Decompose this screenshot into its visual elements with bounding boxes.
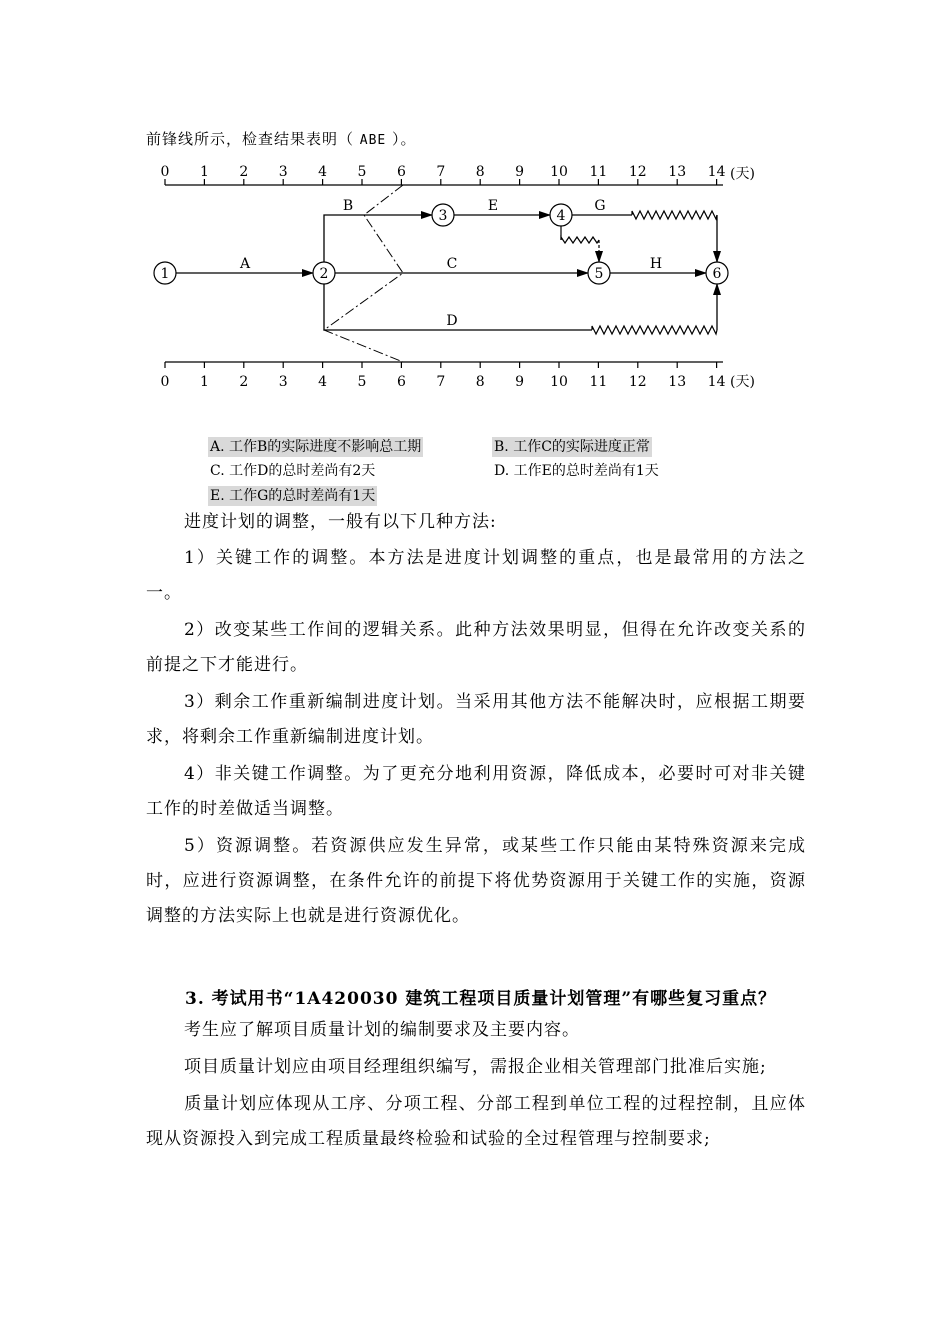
svg-text:2: 2 [319, 266, 329, 282]
activity-b-label: B [342, 198, 354, 214]
top-tick-label: 4 [318, 164, 328, 180]
svg-text:6: 6 [712, 266, 722, 282]
bottom-tick-marks [161, 362, 726, 390]
activity-c-label: C [446, 256, 458, 272]
bottom-tick-label: 10 [550, 374, 568, 390]
node-3 [432, 204, 454, 226]
bottom-tick-label: 1 [199, 374, 209, 390]
bottom-tick-label: 2 [239, 374, 249, 390]
bottom-tick-label: 0 [160, 374, 170, 390]
bottom-tick-label: 4 [318, 374, 328, 390]
answer-text: ABE [359, 133, 387, 148]
node-5 [588, 262, 610, 284]
network-diagram [0, 0, 950, 420]
svg-text:4: 4 [556, 208, 566, 224]
method-5: 5）资源调整。若资源供应发生异常，或某些工作只能由某特殊资源来完成时，应进行资源调整，在条件允许的前提下将优势资源用于关键工作的实施，资源调整的方法实际上也就是进行资源优化。 [146, 836, 806, 926]
activity-d-free-float-wave [592, 326, 717, 334]
node-4 [550, 204, 572, 226]
option-c: C. 工作D的总时差尚有2天 [210, 463, 376, 479]
svg-text:5: 5 [594, 266, 604, 282]
top-tick-label: 12 [628, 164, 647, 180]
bottom-tick-label: 13 [668, 374, 687, 390]
bottom-tick-label: 6 [396, 374, 406, 390]
activity-g-label: G [594, 198, 606, 214]
bottom-tick-label: 9 [515, 374, 525, 390]
svg-text:3: 3 [438, 208, 448, 224]
option-d: D. 工作E的总时差尚有1天 [494, 463, 659, 479]
node-6 [706, 262, 728, 284]
method-3: 3）剩余工作重新编制进度计划。当采用其他方法不能解决时，应根据工期要求，将剩余工作重新编制进度计划。 [146, 692, 806, 747]
top-tick-marks [161, 164, 726, 185]
section-3-para-1: 考生应了解项目质量计划的编制要求及主要内容。 [184, 1020, 580, 1040]
bottom-tick-label: 11 [589, 374, 608, 390]
activity-e-label: E [487, 198, 499, 214]
section-3-para-3: 质量计划应体现从工序、分项工程、分部工程到单位工程的过程控制，且应体现从资源投入到完成工程质量最终检验和试验的全过程管理与控制要求; [146, 1094, 806, 1149]
activity-a-label: A [239, 256, 251, 272]
bottom-tick-label: 3 [278, 374, 288, 390]
bottom-tick-label: 14 [707, 374, 726, 390]
top-tick-label: 6 [396, 164, 406, 180]
top-tick-label: 5 [357, 164, 367, 180]
method-1: 1）关键工作的调整。本方法是进度计划调整的重点，也是最常用的方法之一。 [146, 548, 806, 603]
option-a: A. 工作B的实际进度不影响总工期 [210, 439, 422, 455]
bottom-tick-label: 8 [475, 374, 485, 390]
svg-text:1: 1 [160, 266, 170, 282]
top-tick-label: 9 [515, 164, 525, 180]
intro-prefix: 前锋线所示，检查结果表明（ [146, 130, 360, 148]
node-2 [313, 262, 335, 284]
top-tick-label: 3 [278, 164, 288, 180]
section-3-heading: 3. 考试用书“1A420030 建筑工程项目质量计划管理”有哪些复习重点？ [185, 989, 777, 1009]
dummy-link-wave [561, 237, 599, 243]
node-1 [154, 262, 176, 284]
bottom-tick-label: 7 [436, 374, 446, 390]
top-tick-label: 13 [668, 164, 687, 180]
top-tick-label: 2 [239, 164, 249, 180]
method-2: 2）改变某些工作间的逻辑关系。此种方法效果明显，但得在允许改变关系的前提之下才能进行。 [146, 620, 806, 675]
top-tick-label: 0 [160, 164, 170, 180]
top-tick-label: 8 [475, 164, 485, 180]
adjust-intro: 进度计划的调整，一般有以下几种方法: [184, 512, 497, 532]
top-tick-label: 14 [707, 164, 726, 180]
top-unit-label: (天) [730, 166, 755, 182]
activity-g-free-float-wave [632, 211, 717, 219]
bottom-tick-label: 12 [628, 374, 647, 390]
intro-suffix: ）。 [386, 130, 417, 148]
activity-d-line [324, 284, 592, 330]
bottom-tick-label: 5 [357, 374, 367, 390]
top-tick-label: 10 [550, 164, 568, 180]
method-4: 4）非关键工作调整。为了更充分地利用资源，降低成本，必要时可对非关键工作的时差做适当调整。 [146, 764, 806, 819]
option-e: E. 工作G的总时差尚有1天 [210, 488, 376, 504]
activity-d-label: D [446, 313, 458, 329]
bottom-unit-label: (天) [730, 374, 755, 390]
top-tick-label: 1 [199, 164, 209, 180]
top-tick-label: 11 [589, 164, 608, 180]
top-tick-label: 7 [436, 164, 446, 180]
activity-h-label: H [649, 256, 663, 272]
option-b: B. 工作C的实际进度正常 [494, 439, 650, 455]
activity-b-arrow [324, 215, 432, 262]
section-3-para-2: 项目质量计划应由项目经理组织编写，需报企业相关管理部门批准后实施; [184, 1057, 767, 1077]
